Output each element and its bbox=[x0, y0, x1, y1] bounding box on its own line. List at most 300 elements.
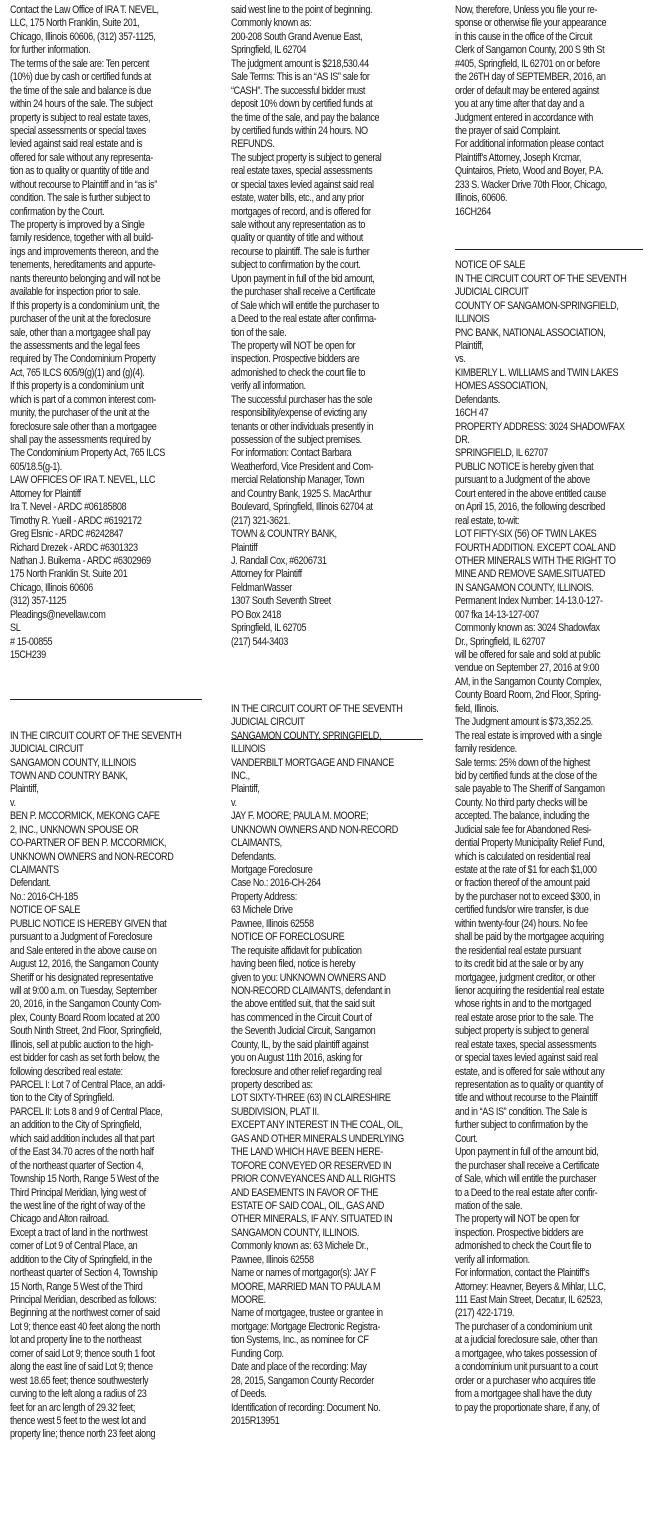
notice-text-line: pursuant to a Judgment of Foreclosure bbox=[10, 931, 153, 944]
notice-text-line: real estate taxes, special assessments bbox=[231, 165, 373, 178]
notice-text-line: Springfield, IL 62705 bbox=[231, 622, 307, 635]
notice-block bbox=[10, 730, 181, 1442]
notice-text-line: a mortgagee, who takes possession of bbox=[455, 1347, 597, 1360]
notice-text-line: feet for an arc length of 29.32 feet; bbox=[10, 1401, 135, 1414]
notice-text-line: subject property is subject to general bbox=[455, 1025, 589, 1038]
notice-text-line: shall pay the assessments required by bbox=[10, 434, 151, 446]
notice-text-line: Identification of recording: Document No. bbox=[231, 1401, 381, 1414]
notice-text-line: and Country Bank, 1925 S. MacArthur bbox=[231, 487, 372, 500]
notice-text-line: Contact the Law Office of IRA T. NEVEL, bbox=[10, 4, 159, 16]
notice-text-line: UNKNOWN OWNERS AND NON-RECORD bbox=[231, 823, 398, 836]
notice-text-line: corner of said Lot 9; thence south 1 foot bbox=[10, 1347, 155, 1360]
notice-text-line: LOT FIFTY-SIX (56) OF TWIN LAKES bbox=[455, 528, 597, 541]
notice-text-line: Clerk of Sangamon County, 200 S 9th St bbox=[455, 44, 605, 57]
notice-text-line: OTHER MINERALS, IF ANY. SITUATED IN bbox=[231, 1213, 393, 1226]
notice-text-line: 1307 South Seventh Street bbox=[231, 595, 331, 608]
block-spacer bbox=[231, 676, 404, 689]
notice-text-line: AND EASEMENTS IN FAVOR OF THE bbox=[231, 1186, 378, 1199]
notice-text-line: verify all information. bbox=[455, 1253, 530, 1266]
notice-text-line: SUBDIVISION, PLAT II. bbox=[231, 1105, 319, 1118]
notice-text-line: PRIOR CONVEYANCES AND ALL RIGHTS bbox=[231, 1173, 396, 1186]
notice-text-line: shall be paid by the mortgagee acquiring bbox=[455, 931, 604, 944]
notice-text-line: UNKNOWN OWNERS and NON-RECORD bbox=[10, 850, 174, 863]
notice-text-line: The successful purchaser has the sole bbox=[231, 393, 373, 406]
notice-text-line: dential Property Municipality Relief Fund, bbox=[455, 837, 605, 850]
notice-text-line: an addition to the City of Springfield, bbox=[10, 1119, 142, 1132]
notice-text-line: confirmation by the Court. bbox=[10, 205, 105, 218]
notice-text-line: The requisite affidavit for publication bbox=[231, 944, 362, 957]
notice-text-line: NOTICE OF FORECLOSURE bbox=[231, 931, 345, 944]
notice-text-line: to its credit bid at the sale or by any bbox=[455, 958, 584, 971]
notice-text-line: for further information. bbox=[10, 44, 91, 57]
notice-text-line: CLAIMANTS, bbox=[231, 837, 282, 850]
notice-text-line: No.: 2016-CH-185 bbox=[10, 890, 78, 903]
notice-text-line: inspection. Prospective bidders are bbox=[455, 1226, 584, 1239]
notice-text-line: the assessments and the legal fees bbox=[10, 339, 140, 352]
notice-text-line: ILLINOIS bbox=[231, 743, 266, 756]
notice-text-line: further subject to confirmation by the bbox=[455, 1119, 588, 1132]
notice-text-line: SANGAMON COUNTY, ILLINOIS. bbox=[231, 1226, 359, 1239]
notice-text-line: tion of the sale. bbox=[231, 326, 287, 339]
notice-text-line: levied against said real estate and is bbox=[10, 138, 143, 151]
notice-text-line: deposit 10% down by certified funds at bbox=[231, 98, 373, 111]
notice-text-line: AM, in the Sangamon County Complex, bbox=[455, 675, 602, 688]
notice-text-line: 16CH264 bbox=[455, 205, 491, 218]
notice-text-line: of Deeds. bbox=[231, 1388, 267, 1401]
notice-text-line: Plaintiff bbox=[231, 541, 258, 554]
block-spacer bbox=[10, 716, 181, 729]
notice-text-line: PROPERTY ADDRESS: 3024 SHADOWFAX bbox=[455, 420, 625, 433]
notice-text-line: Chicago and Alton railroad. bbox=[10, 1213, 109, 1226]
notice-text-line: of Sale which will entitle the purchaser to bbox=[231, 299, 379, 312]
notice-text-line: Timothy R. Yueill - ARDC #6192172 bbox=[10, 514, 142, 527]
notice-text-line: has commenced in the Circuit Court of bbox=[231, 1011, 372, 1024]
notice-text-line: TOWN & COUNTRY BANK, bbox=[231, 528, 337, 541]
notice-block bbox=[231, 703, 404, 1429]
notice-text-line: IN THE CIRCUIT COURT OF THE SEVENTH bbox=[10, 729, 182, 742]
notice-text-line: the prayer of said Complaint. bbox=[455, 124, 561, 137]
notice-text-line: property described as: bbox=[231, 1079, 313, 1091]
notice-text-line: County. No third party checks will be bbox=[455, 796, 588, 809]
notice-text-line: of the East 34.70 acres of the north half bbox=[10, 1146, 154, 1159]
notice-text-line: quality or quantity of title and without bbox=[231, 232, 363, 245]
notice-text-line: of the northeast quarter of Section 4, bbox=[10, 1159, 144, 1172]
notice-text-line: Attorney: Heavner, Beyers & Mihlar, LLC, bbox=[455, 1280, 606, 1293]
block-spacer bbox=[455, 246, 626, 259]
notice-text-line: BEN P. MCCORMICK, MEKONG CAFE bbox=[10, 810, 160, 823]
notice-text-line: HOMES ASSOCIATION, bbox=[455, 380, 548, 393]
block-spacer bbox=[231, 662, 404, 675]
notice-text-line: Case No.: 2016-CH-264 bbox=[231, 877, 321, 890]
notice-text-line: curving to the left along a radius of 23 bbox=[10, 1388, 147, 1401]
notice-text-line: the above entitled suit, that the said suit bbox=[231, 998, 375, 1011]
notice-text-line: addition to the City of Springfield, in the bbox=[10, 1253, 152, 1266]
notice-text-line: The real estate is improved with a single bbox=[455, 729, 602, 742]
notice-text-line: foreclosure sale other than a mortgagee bbox=[10, 420, 157, 433]
notice-text-line: LLC, 175 North Franklin, Suite 201, bbox=[10, 17, 140, 30]
notice-text-line: tenements, hereditaments and appurte- bbox=[10, 259, 156, 272]
column-2-divider-rule bbox=[231, 739, 423, 740]
notice-text-line: within twenty-four (24) hours. No fee bbox=[455, 917, 588, 930]
notice-text-line: recourse to plaintiff. The sale is further bbox=[231, 245, 370, 258]
notice-text-line: Defendants. bbox=[455, 393, 500, 406]
notice-text-line: mortgages of record, and is offered for bbox=[231, 205, 371, 218]
notice-text-line: which is calculated on residential real bbox=[455, 850, 591, 863]
notice-text-line: title and without recourse to the Plaintiff bbox=[455, 1092, 598, 1105]
notice-text-line: munity, the purchaser of the unit at the bbox=[10, 407, 150, 420]
notice-text-line: of Sale, which will entitle the purchaser bbox=[455, 1173, 597, 1186]
notice-text-line: west 18.65 feet; thence southwesterly bbox=[10, 1374, 149, 1387]
notice-text-line: SANGAMON COUNTY, ILLINOIS bbox=[10, 756, 136, 769]
block-spacer bbox=[231, 649, 404, 662]
notice-text-line: which said addition includes all that part bbox=[10, 1132, 155, 1145]
notice-text-line: having been filed, notice is hereby bbox=[231, 958, 356, 971]
notice-text-line: MOORE, MARRIED MAN TO PAULA M bbox=[231, 1280, 381, 1293]
notice-text-line: the purchaser shall receive a Certificate bbox=[231, 286, 376, 299]
notice-text-line: you on August 11th 2016, asking for bbox=[231, 1052, 363, 1065]
notice-text-line: Upon payment in full of the bid amount, bbox=[231, 272, 375, 285]
notice-text-line: said west line to the point of beginning. bbox=[231, 4, 373, 16]
notice-text-line: admonished to check the court file to bbox=[231, 366, 366, 379]
notice-text-line: 63 Michele Drive bbox=[231, 904, 293, 917]
notice-text-line: property line; thence north 23 feet along bbox=[10, 1428, 156, 1441]
notice-text-line: #405, Springfield, IL 62701 on or before bbox=[455, 57, 600, 70]
notice-text-line: South Ninth Street, 2nd Floor, Springfield, bbox=[10, 1025, 162, 1038]
notice-text-line: est bidder for cash as set forth below, the bbox=[10, 1052, 160, 1065]
notice-text-line: Funding Corp. bbox=[231, 1347, 284, 1360]
notice-text-line: Court. bbox=[455, 1132, 478, 1145]
notice-text-line: REFUNDS. bbox=[231, 138, 275, 151]
notice-text-line: JUDICIAL CIRCUIT bbox=[231, 716, 305, 729]
notice-text-line: 15 North, Range 5 West of the Third bbox=[10, 1280, 143, 1293]
notice-text-line: available for inspection prior to sale. bbox=[10, 286, 141, 299]
notice-text-line: family residence, together with all build- bbox=[10, 232, 154, 245]
notice-text-line: condition. The sale is further subject to bbox=[10, 192, 150, 205]
notice-text-line: v. bbox=[231, 796, 237, 809]
notice-text-line: real estate taxes, special assessments bbox=[455, 1038, 597, 1051]
notice-text-line: For information, contact the Plaintiff’s bbox=[455, 1267, 590, 1280]
notice-text-line: FOURTH ADDITION. EXCEPT COAL AND bbox=[455, 541, 616, 554]
block-spacer bbox=[455, 232, 626, 245]
notice-text-line: The Condominium Property Act, 765 ILCS bbox=[10, 447, 165, 460]
notice-text-line: nants thereunto belonging and will not be bbox=[10, 272, 161, 285]
notice-text-line: Nathan J. Buikema - ARDC #6302969 bbox=[10, 554, 151, 567]
notice-text-line: whose rights in and to the mortgaged bbox=[455, 998, 591, 1011]
notice-text-line: The subject property is subject to general bbox=[231, 151, 382, 164]
notice-text-line: vendue on September 27, 2016 at 9:00 bbox=[455, 662, 600, 675]
notice-text-line: PUBLIC NOTICE is hereby given that bbox=[455, 460, 594, 473]
notice-text-line: The purchaser of a condominium unit bbox=[455, 1320, 592, 1333]
notice-text-line: TOFORE CONVEYED OR RESERVED IN bbox=[231, 1159, 392, 1172]
block-spacer bbox=[10, 662, 181, 675]
notice-text-line: possession of the subject premises. bbox=[231, 434, 362, 446]
notice-text-line: The property will NOT be open for bbox=[455, 1213, 580, 1226]
notice-text-line: Weatherford, Vice President and Com- bbox=[231, 460, 374, 473]
notice-text-line: 16CH 47 bbox=[455, 407, 489, 420]
column-2 bbox=[231, 4, 404, 1428]
notice-text-line: accepted. The balance, including the bbox=[455, 810, 590, 823]
notice-text-line: # 15-00855 bbox=[10, 635, 53, 648]
notice-text-line: Township 15 North, Range 5 West of the bbox=[10, 1173, 159, 1186]
notice-text-line: Mortgage Foreclosure bbox=[231, 864, 313, 876]
notice-text-line: ILLINOIS bbox=[455, 313, 490, 326]
notice-text-line: Principal Meridian, described as follows: bbox=[10, 1294, 157, 1306]
notice-text-line: Chicago, Illinois 60606, (312) 357-1125, bbox=[10, 30, 156, 43]
notice-text-line: or fraction thereof of the amount paid bbox=[455, 877, 590, 890]
notice-text-line: LAW OFFICES OF IRA T. NEVEL, LLC bbox=[10, 474, 156, 487]
notice-text-line: The judgment amount is $218,530.44 bbox=[231, 57, 369, 70]
notice-text-line: JUDICIAL CIRCUIT bbox=[455, 286, 529, 299]
notice-text-line: the time of the sale, and pay the balance bbox=[231, 111, 380, 124]
notice-text-line: lot and property line to the northeast bbox=[10, 1334, 142, 1347]
notice-text-line: Illinois, sell at public auction to the high- bbox=[10, 1038, 154, 1051]
notice-text-line: Pawnee, Illinois 62558 bbox=[231, 1253, 314, 1266]
block-spacer bbox=[455, 219, 626, 232]
notice-text-line: estate, water bills, etc., and any prior bbox=[231, 192, 364, 205]
notice-text-line: TOWN AND COUNTRY BANK, bbox=[10, 769, 128, 782]
notice-text-line: representation as to quality or quantity of bbox=[455, 1079, 603, 1091]
notice-text-line: County Board Room, 2nd Floor, Spring- bbox=[455, 689, 601, 702]
notice-text-line: ings and improvements thereon, and the bbox=[10, 245, 159, 258]
notice-text-line: PUBLIC NOTICE IS HEREBY GIVEN that bbox=[10, 917, 167, 930]
notice-text-line: Defendants. bbox=[231, 850, 276, 863]
notice-text-line: following described real estate: bbox=[10, 1065, 123, 1078]
notice-text-line: property is subject to real estate taxes, bbox=[10, 111, 151, 124]
notice-text-line: For information: Contact Barbara bbox=[231, 447, 352, 460]
notice-text-line: Commonly known as: 63 Michele Dr., bbox=[231, 1240, 369, 1253]
notice-text-line: (217) 544-3403 bbox=[231, 635, 288, 648]
notice-text-line: the west line of the right of way of the bbox=[10, 1199, 145, 1212]
notice-text-line: in this cause in the office of the Circuit bbox=[455, 30, 593, 43]
notice-text-line: Property Address: bbox=[231, 890, 297, 903]
notice-text-line: OTHER MINERALS WITH THE RIGHT TO bbox=[455, 554, 616, 567]
block-spacer bbox=[10, 689, 181, 702]
notice-text-line: CLAIMANTS bbox=[10, 864, 59, 876]
notice-text-line: 007 fka 14-13-127-007 bbox=[455, 608, 540, 621]
notice-text-line: PNC BANK, NATIONAL ASSOCIATION, bbox=[455, 326, 606, 339]
notice-text-line: The property will NOT be open for bbox=[231, 339, 356, 352]
notice-text-line: and in “AS IS” condition. The Sale is bbox=[455, 1105, 587, 1118]
notice-text-line: Name of mortgagee, trustee or grantee in bbox=[231, 1307, 383, 1320]
column-1-divider-rule bbox=[10, 699, 202, 700]
notice-text-line: real estate, to-wit: bbox=[455, 514, 520, 527]
notice-text-line: 111 East Main Street, Decatur, IL 62523, bbox=[455, 1294, 603, 1306]
notice-text-line: a Deed to the real estate after confirma- bbox=[231, 313, 377, 326]
notice-text-line: order of default may be entered against bbox=[455, 84, 599, 97]
notice-text-line: sponse or otherwise file your appearance bbox=[455, 17, 607, 30]
notice-text-line: County, IL, by the said plaintiff against bbox=[231, 1038, 369, 1051]
notice-text-line: Sheriff or his designated representative bbox=[10, 971, 153, 984]
notice-text-line: sale without any representation as to bbox=[231, 219, 366, 231]
notice-text-line: or special taxes levied against said real bbox=[455, 1052, 598, 1065]
notice-text-line: from a mortgagee shall have the duty bbox=[455, 1388, 592, 1401]
notice-text-line: Pawnee, Illinois 62558 bbox=[231, 917, 314, 930]
notice-text-line: Sale Terms: This is an “AS IS” sale for bbox=[231, 71, 370, 84]
notice-text-line: foreclosure and other relief regarding real bbox=[231, 1065, 382, 1078]
notice-text-line: MINE AND REMOVE SAME.SITUATED bbox=[455, 568, 606, 581]
notice-text-line: purchaser of the unit at the foreclosure bbox=[10, 313, 151, 326]
notice-text-line: given to you: UNKNOWN OWNERS AND bbox=[231, 971, 386, 984]
notice-text-line: Permanent Index Number: 14-13.0-127- bbox=[455, 595, 603, 608]
notice-text-line: to a Deed to the real estate after confir- bbox=[455, 1186, 598, 1199]
notice-text-line: inspection. Prospective bidders are bbox=[231, 353, 360, 366]
notice-text-line: THE LAND WHICH HAVE BEEN HERE- bbox=[231, 1146, 383, 1159]
notice-text-line: v. bbox=[10, 796, 16, 809]
notice-text-line: GAS AND OTHER MINERALS UNDERLYING bbox=[231, 1132, 404, 1145]
notice-text-line: on April 15, 2016, the following described bbox=[455, 501, 605, 514]
column-3-divider-rule bbox=[455, 249, 643, 250]
notice-text-line: sale payable to The Sheriff of Sangamon bbox=[455, 783, 605, 796]
notice-text-line: SPRINGFIELD, IL 62707 bbox=[455, 447, 548, 460]
notice-text-line: ESTATE OF SAID COAL, OIL, GAS AND bbox=[231, 1199, 384, 1212]
notice-text-line: tion to the City of Springfield. bbox=[10, 1092, 115, 1105]
notice-text-line: tion Systems, Inc., as nominee for CF bbox=[231, 1334, 369, 1347]
notice-text-line: tenants or other individuals presently in bbox=[231, 420, 374, 433]
notice-text-line: plex, County Board Room located at 200 bbox=[10, 1011, 160, 1024]
notice-text-line: Attorney for Plaintiff bbox=[231, 568, 302, 581]
notice-text-line: Richard Drezek - ARDC #6301323 bbox=[10, 541, 138, 554]
notice-text-line: field, Illinois. bbox=[455, 702, 499, 715]
notice-text-line: pursuant to a Judgment of the above bbox=[455, 474, 590, 487]
notice-text-line: corner of Lot 9 of Central Place, an bbox=[10, 1240, 138, 1253]
notice-text-line: IN THE CIRCUIT COURT OF THE SEVENTH bbox=[231, 702, 403, 715]
notice-text-line: The property is improved by a Single bbox=[10, 219, 145, 231]
notice-text-line: by the purchaser not to exceed $300, in bbox=[455, 890, 600, 903]
notice-text-line: will be offered for sale and sold at public bbox=[455, 649, 601, 661]
notice-text-line: Except a tract of land in the northwest bbox=[10, 1226, 148, 1239]
notice-text-line: (217) 422-1719. bbox=[455, 1307, 515, 1320]
notice-text-line: VANDERBILT MORTGAGE AND FINANCE bbox=[231, 756, 394, 769]
notice-text-line: Chicago, Illinois 60606 bbox=[10, 581, 93, 594]
notice-text-line: DR. bbox=[455, 434, 470, 446]
block-spacer bbox=[10, 676, 181, 689]
notice-text-line: subject to confirmation by the court. bbox=[231, 259, 361, 272]
notice-text-line: Court entered in the above entitled cause bbox=[455, 487, 606, 500]
notice-text-line: JUDICIAL CIRCUIT bbox=[10, 743, 84, 756]
notice-text-line: which is part of a common interest com- bbox=[10, 393, 156, 406]
notice-text-line: mation of the sale. bbox=[455, 1199, 523, 1212]
notice-text-line: Name or names of mortgagor(s): JAY F bbox=[231, 1267, 376, 1280]
notice-text-line: 233 S. Wacker Drive 70th Floor, Chicago, bbox=[455, 178, 607, 191]
notice-text-line: vs. bbox=[455, 353, 466, 366]
notice-text-line: Beginning at the northwest corner of said bbox=[10, 1307, 160, 1320]
notice-text-line: mortgagee, judgment creditor, or other bbox=[455, 971, 596, 984]
block-spacer bbox=[231, 689, 404, 702]
notice-text-line: tion as to quality or quantity of title and bbox=[10, 165, 149, 178]
notice-text-line: Plaintiff, bbox=[455, 339, 484, 352]
notice-text-line: 175 North Franklin St. Suite 201 bbox=[10, 568, 128, 581]
notice-text-line: KIMBERLY L. WILLIAMS and TWIN LAKES bbox=[455, 366, 619, 379]
notice-text-line: August 12, 2016, the Sangamon County bbox=[10, 958, 159, 971]
notice-text-line: J. Randall Cox, #6206731 bbox=[231, 554, 327, 567]
notice-text-line: Judgment entered in accordance with bbox=[455, 111, 593, 124]
notice-text-line: Upon payment in full of the amount bid, bbox=[455, 1146, 599, 1159]
notice-text-line: northeast quarter of Section 4, Township bbox=[10, 1267, 158, 1280]
notice-text-line: by certified funds within 24 hours. NO bbox=[231, 124, 368, 137]
notice-text-line: estate, and is offered for sale without any bbox=[455, 1065, 605, 1078]
notice-text-line: 2015R13951 bbox=[231, 1414, 280, 1427]
notice-text-line: 15CH239 bbox=[10, 649, 46, 661]
notice-text-line: Illinois, 60606. bbox=[455, 192, 508, 205]
notice-text-line: PARCEL II: Lots 8 and 9 of Central Place, bbox=[10, 1105, 163, 1118]
notice-text-line: bid by certified funds at the close of the bbox=[455, 769, 597, 782]
notice-text-line: MOORE. bbox=[231, 1294, 266, 1306]
notice-text-line: the time of the sale and balance is due bbox=[10, 84, 151, 97]
column-1 bbox=[10, 4, 181, 1442]
notice-block bbox=[455, 4, 626, 219]
notice-text-line: NOTICE OF SALE bbox=[10, 904, 81, 917]
notice-text-line: PARCEL I: Lot 7 of Central Place, an addi- bbox=[10, 1079, 165, 1091]
notice-text-line: required by The Condominium Property bbox=[10, 353, 156, 366]
notice-text-line: Date and place of the recording: May bbox=[231, 1361, 367, 1374]
notice-text-line: Pleadings@nevellaw.com bbox=[10, 608, 106, 621]
notice-text-line: For additional information please contact bbox=[455, 138, 604, 151]
notice-text-line: 605/18.5(g-1). bbox=[10, 460, 62, 473]
notice-text-line: family residence. bbox=[455, 743, 517, 756]
notice-text-line: EXCEPT ANY INTEREST IN THE COAL, OIL, bbox=[231, 1119, 403, 1132]
notice-text-line: Plaintiff, bbox=[231, 783, 260, 796]
notice-text-line: to pay the proportionate share, if any, of bbox=[455, 1401, 600, 1414]
notice-text-line: INC., bbox=[231, 769, 250, 782]
notice-text-line: The Judgment amount is $73,352.25. bbox=[455, 716, 593, 729]
notice-text-line: along the east line of said Lot 9; thence bbox=[10, 1361, 153, 1374]
notice-text-line: Commonly known as: bbox=[231, 17, 312, 30]
notice-text-line: you at any time after that day and a bbox=[455, 98, 584, 111]
notice-text-line: admonished to check the Court file to bbox=[455, 1240, 592, 1253]
notice-text-line: the purchaser shall receive a Certificate bbox=[455, 1159, 600, 1172]
notice-text-line: 2, INC., UNKNOWN SPOUSE OR bbox=[10, 823, 139, 836]
notice-text-line: offered for sale without any representa- bbox=[10, 151, 153, 164]
notice-text-line: Defendant. bbox=[10, 877, 51, 890]
notice-text-line: Judicial sale fee for Abandoned Resi- bbox=[455, 823, 592, 836]
notice-text-line: FeldmanWasser bbox=[231, 581, 292, 594]
notice-text-line: mercial Relationship Manager, Town bbox=[231, 474, 365, 487]
notice-text-line: If this property is a condominium unit bbox=[10, 380, 144, 393]
notice-text-line: thence west 5 feet to the west lot and bbox=[10, 1414, 146, 1427]
notice-text-line: (10%) due by cash or certified funds at bbox=[10, 71, 151, 84]
notice-text-line: LOT SIXTY-THREE (63) IN CLAIRESHIRE bbox=[231, 1092, 391, 1105]
notice-text-line: without recourse to Plaintiff and in “as is” bbox=[10, 178, 157, 191]
notice-text-line: 20, 2016, in the Sangamon County Com- bbox=[10, 998, 162, 1011]
notice-text-line: Quintairos, Prieto, Wood and Boyer, P.A. bbox=[455, 165, 604, 178]
notice-text-line: special assessments or special taxes bbox=[10, 124, 146, 137]
notice-text-line: IN THE CIRCUIT COURT OF THE SEVENTH bbox=[455, 272, 627, 285]
notice-text-line: JAY F. MOORE; PAULA M. MOORE; bbox=[231, 810, 369, 823]
notice-text-line: at a judicial foreclosure sale, other than bbox=[455, 1334, 598, 1347]
notice-text-line: SANGAMON COUNTY, SPRINGFIELD, bbox=[231, 729, 382, 742]
notice-text-line: Boulevard, Springfield, Illinois 62704 at bbox=[231, 501, 373, 514]
notice-text-line: Sale terms: 25% down of the highest bbox=[455, 756, 590, 769]
notice-text-line: CO-PARTNER OF BEN P. MCCORMICK, bbox=[10, 837, 167, 850]
notice-text-line: NON-RECORD CLAIMANTS, defendant in bbox=[231, 984, 391, 997]
notice-text-line: Attorney for Plaintiff bbox=[10, 487, 81, 500]
notice-block bbox=[231, 4, 404, 649]
notice-text-line: lienor acquiring the residential real estate bbox=[455, 984, 605, 997]
notice-text-line: COUNTY OF SANGAMON-SPRINGFIELD, bbox=[455, 299, 619, 312]
notice-text-line: Springfield, IL 62704 bbox=[231, 44, 307, 57]
notice-text-line: verify all information. bbox=[231, 380, 306, 393]
notice-block bbox=[10, 4, 181, 662]
notice-text-line: “CASH”. The successful bidder must bbox=[231, 84, 366, 97]
notice-text-line: Third Principal Meridian, lying west of bbox=[10, 1186, 146, 1199]
notice-text-line: sale, other than a mortgagee shall pay bbox=[10, 326, 151, 339]
notice-text-line: IN SANGAMON COUNTY, ILLINOIS. bbox=[455, 581, 594, 594]
notice-text-line: or special taxes levied against said real bbox=[231, 178, 374, 191]
notice-text-line: a condominium unit pursuant to a court bbox=[455, 1361, 598, 1374]
notice-text-line: the 26TH day of SEPTEMBER, 2016, an bbox=[455, 71, 606, 84]
notice-text-line: and Sale entered in the above cause on bbox=[10, 944, 157, 957]
notice-text-line: real estate arose prior to the sale. The bbox=[455, 1011, 594, 1024]
